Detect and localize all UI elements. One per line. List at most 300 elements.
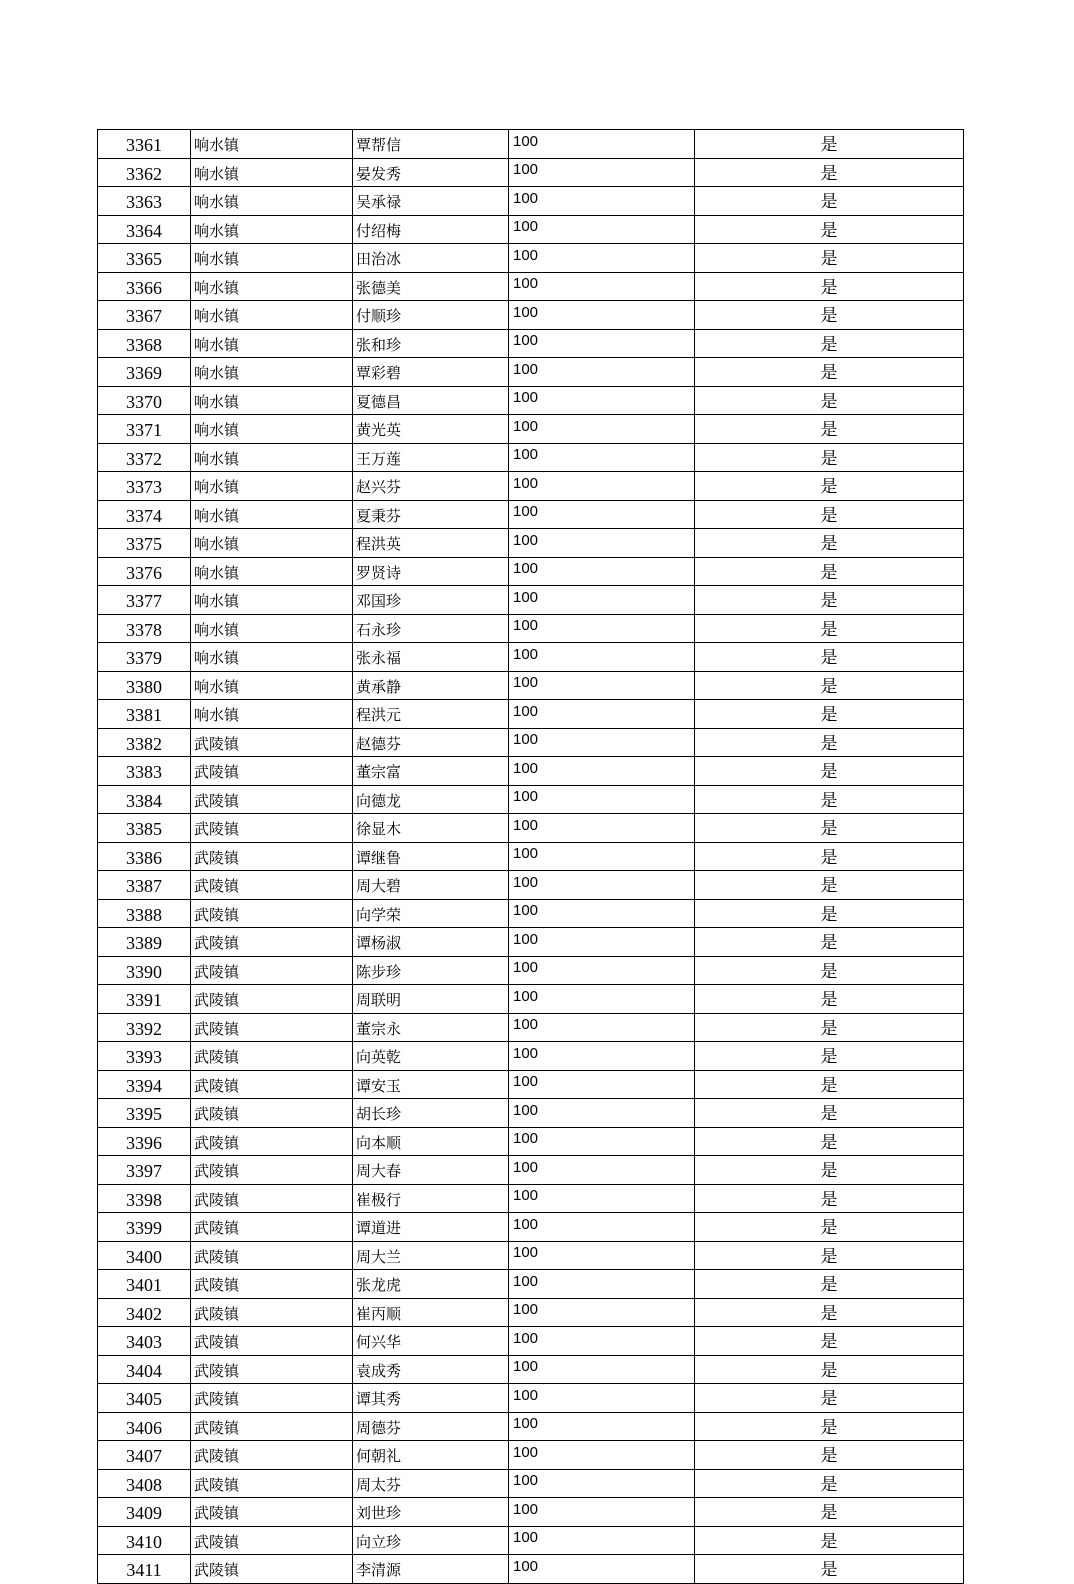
serial-number-cell: 3395 bbox=[98, 1099, 191, 1128]
town-cell: 武陵镇 bbox=[191, 1555, 353, 1584]
eligible-cell: 是 bbox=[695, 842, 964, 871]
eligible-cell: 是 bbox=[695, 956, 964, 985]
serial-number-cell: 3410 bbox=[98, 1526, 191, 1555]
amount-cell: 100 bbox=[509, 814, 695, 843]
amount-cell: 100 bbox=[509, 871, 695, 900]
amount-cell: 100 bbox=[509, 643, 695, 672]
town-cell: 武陵镇 bbox=[191, 1441, 353, 1470]
amount-cell: 100 bbox=[509, 472, 695, 501]
table-row bbox=[98, 358, 964, 387]
table-row bbox=[98, 1213, 964, 1242]
serial-number-cell: 3407 bbox=[98, 1441, 191, 1470]
table-row bbox=[98, 757, 964, 786]
amount-cell: 100 bbox=[509, 386, 695, 415]
serial-number-cell: 3400 bbox=[98, 1241, 191, 1270]
amount-cell: 100 bbox=[509, 1355, 695, 1384]
serial-number-cell: 3369 bbox=[98, 358, 191, 387]
table-row bbox=[98, 415, 964, 444]
serial-number-cell: 3381 bbox=[98, 700, 191, 729]
eligible-cell: 是 bbox=[695, 928, 964, 957]
town-cell: 响水镇 bbox=[191, 215, 353, 244]
amount-cell: 100 bbox=[509, 1156, 695, 1185]
eligible-cell: 是 bbox=[695, 614, 964, 643]
table-row bbox=[98, 443, 964, 472]
town-cell: 武陵镇 bbox=[191, 1469, 353, 1498]
town-cell: 武陵镇 bbox=[191, 899, 353, 928]
eligible-cell: 是 bbox=[695, 529, 964, 558]
name-cell: 张德美 bbox=[353, 272, 509, 301]
serial-number-cell: 3388 bbox=[98, 899, 191, 928]
town-cell: 武陵镇 bbox=[191, 814, 353, 843]
town-cell: 响水镇 bbox=[191, 244, 353, 273]
serial-number-cell: 3370 bbox=[98, 386, 191, 415]
serial-number-cell: 3404 bbox=[98, 1355, 191, 1384]
name-cell: 田治冰 bbox=[353, 244, 509, 273]
name-cell: 向英乾 bbox=[353, 1042, 509, 1071]
serial-number-cell: 3396 bbox=[98, 1127, 191, 1156]
table-row bbox=[98, 1555, 964, 1584]
eligible-cell: 是 bbox=[695, 1042, 964, 1071]
name-cell: 谭继鲁 bbox=[353, 842, 509, 871]
serial-number-cell: 3365 bbox=[98, 244, 191, 273]
eligible-cell: 是 bbox=[695, 500, 964, 529]
town-cell: 武陵镇 bbox=[191, 1526, 353, 1555]
eligible-cell: 是 bbox=[695, 1355, 964, 1384]
serial-number-cell: 3373 bbox=[98, 472, 191, 501]
amount-cell: 100 bbox=[509, 1270, 695, 1299]
table-row bbox=[98, 586, 964, 615]
name-cell: 王万莲 bbox=[353, 443, 509, 472]
town-cell: 响水镇 bbox=[191, 443, 353, 472]
amount-cell: 100 bbox=[509, 1127, 695, 1156]
name-cell: 石永珍 bbox=[353, 614, 509, 643]
town-cell: 响水镇 bbox=[191, 671, 353, 700]
name-cell: 罗贤诗 bbox=[353, 557, 509, 586]
town-cell: 武陵镇 bbox=[191, 1213, 353, 1242]
table-row bbox=[98, 1498, 964, 1527]
serial-number-cell: 3380 bbox=[98, 671, 191, 700]
name-cell: 张永福 bbox=[353, 643, 509, 672]
name-cell: 夏秉芬 bbox=[353, 500, 509, 529]
town-cell: 响水镇 bbox=[191, 557, 353, 586]
eligible-cell: 是 bbox=[695, 1298, 964, 1327]
eligible-cell: 是 bbox=[695, 358, 964, 387]
amount-cell: 100 bbox=[509, 700, 695, 729]
name-cell: 崔极行 bbox=[353, 1184, 509, 1213]
name-cell: 覃帮信 bbox=[353, 130, 509, 159]
eligible-cell: 是 bbox=[695, 1555, 964, 1584]
amount-cell: 100 bbox=[509, 1184, 695, 1213]
name-cell: 付绍梅 bbox=[353, 215, 509, 244]
town-cell: 武陵镇 bbox=[191, 1156, 353, 1185]
town-cell: 响水镇 bbox=[191, 301, 353, 330]
serial-number-cell: 3411 bbox=[98, 1555, 191, 1584]
table-row bbox=[98, 1184, 964, 1213]
table-row bbox=[98, 187, 964, 216]
eligible-cell: 是 bbox=[695, 899, 964, 928]
name-cell: 董宗富 bbox=[353, 757, 509, 786]
eligible-cell: 是 bbox=[695, 244, 964, 273]
amount-cell: 100 bbox=[509, 1241, 695, 1270]
town-cell: 响水镇 bbox=[191, 386, 353, 415]
table-row bbox=[98, 814, 964, 843]
town-cell: 武陵镇 bbox=[191, 985, 353, 1014]
serial-number-cell: 3391 bbox=[98, 985, 191, 1014]
name-cell: 陈步珍 bbox=[353, 956, 509, 985]
eligible-cell: 是 bbox=[695, 1526, 964, 1555]
amount-cell: 100 bbox=[509, 1412, 695, 1441]
eligible-cell: 是 bbox=[695, 1099, 964, 1128]
amount-cell: 100 bbox=[509, 899, 695, 928]
serial-number-cell: 3372 bbox=[98, 443, 191, 472]
eligible-cell: 是 bbox=[695, 386, 964, 415]
eligible-cell: 是 bbox=[695, 215, 964, 244]
amount-cell: 100 bbox=[509, 1298, 695, 1327]
eligible-cell: 是 bbox=[695, 1270, 964, 1299]
eligible-cell: 是 bbox=[695, 158, 964, 187]
table-row bbox=[98, 1412, 964, 1441]
name-cell: 徐显木 bbox=[353, 814, 509, 843]
town-cell: 武陵镇 bbox=[191, 1013, 353, 1042]
serial-number-cell: 3379 bbox=[98, 643, 191, 672]
serial-number-cell: 3362 bbox=[98, 158, 191, 187]
name-cell: 周德芬 bbox=[353, 1412, 509, 1441]
name-cell: 谭杨淑 bbox=[353, 928, 509, 957]
subsidy-table bbox=[97, 129, 964, 1584]
eligible-cell: 是 bbox=[695, 586, 964, 615]
name-cell: 向本顺 bbox=[353, 1127, 509, 1156]
table-row bbox=[98, 529, 964, 558]
serial-number-cell: 3402 bbox=[98, 1298, 191, 1327]
town-cell: 武陵镇 bbox=[191, 1070, 353, 1099]
name-cell: 周联明 bbox=[353, 985, 509, 1014]
serial-number-cell: 3403 bbox=[98, 1327, 191, 1356]
town-cell: 武陵镇 bbox=[191, 757, 353, 786]
town-cell: 响水镇 bbox=[191, 358, 353, 387]
name-cell: 张龙虎 bbox=[353, 1270, 509, 1299]
town-cell: 响水镇 bbox=[191, 500, 353, 529]
amount-cell: 100 bbox=[509, 728, 695, 757]
town-cell: 武陵镇 bbox=[191, 1042, 353, 1071]
eligible-cell: 是 bbox=[695, 301, 964, 330]
name-cell: 周大碧 bbox=[353, 871, 509, 900]
town-cell: 响水镇 bbox=[191, 415, 353, 444]
table-row bbox=[98, 329, 964, 358]
name-cell: 谭道进 bbox=[353, 1213, 509, 1242]
town-cell: 武陵镇 bbox=[191, 728, 353, 757]
serial-number-cell: 3376 bbox=[98, 557, 191, 586]
table-row bbox=[98, 244, 964, 273]
eligible-cell: 是 bbox=[695, 1156, 964, 1185]
serial-number-cell: 3368 bbox=[98, 329, 191, 358]
eligible-cell: 是 bbox=[695, 329, 964, 358]
table-row bbox=[98, 386, 964, 415]
table-row bbox=[98, 956, 964, 985]
table-row bbox=[98, 1042, 964, 1071]
name-cell: 赵德芬 bbox=[353, 728, 509, 757]
town-cell: 响水镇 bbox=[191, 329, 353, 358]
eligible-cell: 是 bbox=[695, 1384, 964, 1413]
eligible-cell: 是 bbox=[695, 557, 964, 586]
table-row bbox=[98, 1156, 964, 1185]
table-row bbox=[98, 472, 964, 501]
eligible-cell: 是 bbox=[695, 1127, 964, 1156]
town-cell: 响水镇 bbox=[191, 272, 353, 301]
eligible-cell: 是 bbox=[695, 1441, 964, 1470]
serial-number-cell: 3405 bbox=[98, 1384, 191, 1413]
town-cell: 武陵镇 bbox=[191, 1184, 353, 1213]
town-cell: 武陵镇 bbox=[191, 842, 353, 871]
amount-cell: 100 bbox=[509, 215, 695, 244]
town-cell: 武陵镇 bbox=[191, 956, 353, 985]
table-row bbox=[98, 500, 964, 529]
table-row bbox=[98, 614, 964, 643]
town-cell: 武陵镇 bbox=[191, 1384, 353, 1413]
table-row bbox=[98, 1127, 964, 1156]
amount-cell: 100 bbox=[509, 158, 695, 187]
amount-cell: 100 bbox=[509, 500, 695, 529]
name-cell: 赵兴芬 bbox=[353, 472, 509, 501]
serial-number-cell: 3397 bbox=[98, 1156, 191, 1185]
town-cell: 响水镇 bbox=[191, 529, 353, 558]
eligible-cell: 是 bbox=[695, 1469, 964, 1498]
serial-number-cell: 3406 bbox=[98, 1412, 191, 1441]
amount-cell: 100 bbox=[509, 415, 695, 444]
serial-number-cell: 3398 bbox=[98, 1184, 191, 1213]
serial-number-cell: 3399 bbox=[98, 1213, 191, 1242]
table-row bbox=[98, 1441, 964, 1470]
eligible-cell: 是 bbox=[695, 1070, 964, 1099]
eligible-cell: 是 bbox=[695, 1498, 964, 1527]
town-cell: 武陵镇 bbox=[191, 1127, 353, 1156]
serial-number-cell: 3387 bbox=[98, 871, 191, 900]
table-row bbox=[98, 1241, 964, 1270]
town-cell: 响水镇 bbox=[191, 472, 353, 501]
name-cell: 向学荣 bbox=[353, 899, 509, 928]
name-cell: 程洪英 bbox=[353, 529, 509, 558]
eligible-cell: 是 bbox=[695, 1327, 964, 1356]
amount-cell: 100 bbox=[509, 1099, 695, 1128]
table-row bbox=[98, 130, 964, 159]
table-row bbox=[98, 785, 964, 814]
serial-number-cell: 3393 bbox=[98, 1042, 191, 1071]
serial-number-cell: 3389 bbox=[98, 928, 191, 957]
table-row bbox=[98, 871, 964, 900]
name-cell: 程洪元 bbox=[353, 700, 509, 729]
amount-cell: 100 bbox=[509, 358, 695, 387]
name-cell: 胡长珍 bbox=[353, 1099, 509, 1128]
table-row bbox=[98, 557, 964, 586]
name-cell: 黄承静 bbox=[353, 671, 509, 700]
town-cell: 响水镇 bbox=[191, 643, 353, 672]
table-row bbox=[98, 899, 964, 928]
name-cell: 向德龙 bbox=[353, 785, 509, 814]
table-row bbox=[98, 1099, 964, 1128]
table-row bbox=[98, 1384, 964, 1413]
amount-cell: 100 bbox=[509, 671, 695, 700]
serial-number-cell: 3390 bbox=[98, 956, 191, 985]
town-cell: 响水镇 bbox=[191, 700, 353, 729]
amount-cell: 100 bbox=[509, 244, 695, 273]
amount-cell: 100 bbox=[509, 529, 695, 558]
eligible-cell: 是 bbox=[695, 187, 964, 216]
amount-cell: 100 bbox=[509, 1526, 695, 1555]
table-row bbox=[98, 272, 964, 301]
amount-cell: 100 bbox=[509, 557, 695, 586]
name-cell: 袁成秀 bbox=[353, 1355, 509, 1384]
serial-number-cell: 3364 bbox=[98, 215, 191, 244]
amount-cell: 100 bbox=[509, 586, 695, 615]
name-cell: 何朝礼 bbox=[353, 1441, 509, 1470]
town-cell: 武陵镇 bbox=[191, 1241, 353, 1270]
town-cell: 响水镇 bbox=[191, 130, 353, 159]
amount-cell: 100 bbox=[509, 301, 695, 330]
amount-cell: 100 bbox=[509, 614, 695, 643]
eligible-cell: 是 bbox=[695, 643, 964, 672]
town-cell: 响水镇 bbox=[191, 586, 353, 615]
name-cell: 崔丙顺 bbox=[353, 1298, 509, 1327]
eligible-cell: 是 bbox=[695, 671, 964, 700]
eligible-cell: 是 bbox=[695, 1213, 964, 1242]
eligible-cell: 是 bbox=[695, 757, 964, 786]
name-cell: 向立珍 bbox=[353, 1526, 509, 1555]
amount-cell: 100 bbox=[509, 1441, 695, 1470]
amount-cell: 100 bbox=[509, 1469, 695, 1498]
serial-number-cell: 3367 bbox=[98, 301, 191, 330]
amount-cell: 100 bbox=[509, 757, 695, 786]
eligible-cell: 是 bbox=[695, 1013, 964, 1042]
amount-cell: 100 bbox=[509, 130, 695, 159]
town-cell: 武陵镇 bbox=[191, 871, 353, 900]
name-cell: 邓国珍 bbox=[353, 586, 509, 615]
serial-number-cell: 3392 bbox=[98, 1013, 191, 1042]
serial-number-cell: 3361 bbox=[98, 130, 191, 159]
town-cell: 武陵镇 bbox=[191, 1355, 353, 1384]
town-cell: 武陵镇 bbox=[191, 1270, 353, 1299]
amount-cell: 100 bbox=[509, 785, 695, 814]
name-cell: 周大兰 bbox=[353, 1241, 509, 1270]
serial-number-cell: 3382 bbox=[98, 728, 191, 757]
amount-cell: 100 bbox=[509, 272, 695, 301]
amount-cell: 100 bbox=[509, 1042, 695, 1071]
amount-cell: 100 bbox=[509, 329, 695, 358]
table-row bbox=[98, 928, 964, 957]
eligible-cell: 是 bbox=[695, 985, 964, 1014]
serial-number-cell: 3409 bbox=[98, 1498, 191, 1527]
eligible-cell: 是 bbox=[695, 130, 964, 159]
eligible-cell: 是 bbox=[695, 785, 964, 814]
eligible-cell: 是 bbox=[695, 415, 964, 444]
amount-cell: 100 bbox=[509, 187, 695, 216]
table-row bbox=[98, 1327, 964, 1356]
serial-number-cell: 3363 bbox=[98, 187, 191, 216]
name-cell: 黄光英 bbox=[353, 415, 509, 444]
eligible-cell: 是 bbox=[695, 700, 964, 729]
table-row bbox=[98, 842, 964, 871]
eligible-cell: 是 bbox=[695, 728, 964, 757]
town-cell: 武陵镇 bbox=[191, 1298, 353, 1327]
table-row bbox=[98, 158, 964, 187]
table-row bbox=[98, 1298, 964, 1327]
amount-cell: 100 bbox=[509, 443, 695, 472]
name-cell: 夏德昌 bbox=[353, 386, 509, 415]
name-cell: 谭安玉 bbox=[353, 1070, 509, 1099]
table-row bbox=[98, 301, 964, 330]
name-cell: 张和珍 bbox=[353, 329, 509, 358]
serial-number-cell: 3408 bbox=[98, 1469, 191, 1498]
name-cell: 周太芬 bbox=[353, 1469, 509, 1498]
name-cell: 何兴华 bbox=[353, 1327, 509, 1356]
serial-number-cell: 3374 bbox=[98, 500, 191, 529]
town-cell: 武陵镇 bbox=[191, 1099, 353, 1128]
town-cell: 响水镇 bbox=[191, 158, 353, 187]
serial-number-cell: 3385 bbox=[98, 814, 191, 843]
amount-cell: 100 bbox=[509, 842, 695, 871]
table-row bbox=[98, 985, 964, 1014]
eligible-cell: 是 bbox=[695, 1184, 964, 1213]
amount-cell: 100 bbox=[509, 928, 695, 957]
eligible-cell: 是 bbox=[695, 472, 964, 501]
amount-cell: 100 bbox=[509, 1070, 695, 1099]
name-cell: 刘世珍 bbox=[353, 1498, 509, 1527]
table-row bbox=[98, 728, 964, 757]
serial-number-cell: 3401 bbox=[98, 1270, 191, 1299]
town-cell: 武陵镇 bbox=[191, 1498, 353, 1527]
name-cell: 晏发秀 bbox=[353, 158, 509, 187]
eligible-cell: 是 bbox=[695, 443, 964, 472]
serial-number-cell: 3375 bbox=[98, 529, 191, 558]
table-body bbox=[98, 130, 964, 1584]
eligible-cell: 是 bbox=[695, 1412, 964, 1441]
name-cell: 谭其秀 bbox=[353, 1384, 509, 1413]
amount-cell: 100 bbox=[509, 1555, 695, 1584]
town-cell: 武陵镇 bbox=[191, 928, 353, 957]
name-cell: 覃彩碧 bbox=[353, 358, 509, 387]
serial-number-cell: 3384 bbox=[98, 785, 191, 814]
table-row bbox=[98, 215, 964, 244]
table-row bbox=[98, 1070, 964, 1099]
table-row bbox=[98, 700, 964, 729]
eligible-cell: 是 bbox=[695, 1241, 964, 1270]
amount-cell: 100 bbox=[509, 956, 695, 985]
serial-number-cell: 3371 bbox=[98, 415, 191, 444]
table-row bbox=[98, 1270, 964, 1299]
amount-cell: 100 bbox=[509, 1498, 695, 1527]
serial-number-cell: 3383 bbox=[98, 757, 191, 786]
table-row bbox=[98, 1355, 964, 1384]
serial-number-cell: 3394 bbox=[98, 1070, 191, 1099]
table-row bbox=[98, 1526, 964, 1555]
name-cell: 周大春 bbox=[353, 1156, 509, 1185]
town-cell: 武陵镇 bbox=[191, 785, 353, 814]
eligible-cell: 是 bbox=[695, 272, 964, 301]
table-row bbox=[98, 643, 964, 672]
amount-cell: 100 bbox=[509, 1384, 695, 1413]
town-cell: 武陵镇 bbox=[191, 1412, 353, 1441]
name-cell: 董宗永 bbox=[353, 1013, 509, 1042]
table-row bbox=[98, 671, 964, 700]
eligible-cell: 是 bbox=[695, 814, 964, 843]
serial-number-cell: 3366 bbox=[98, 272, 191, 301]
town-cell: 响水镇 bbox=[191, 614, 353, 643]
town-cell: 响水镇 bbox=[191, 187, 353, 216]
town-cell: 武陵镇 bbox=[191, 1327, 353, 1356]
serial-number-cell: 3386 bbox=[98, 842, 191, 871]
amount-cell: 100 bbox=[509, 1327, 695, 1356]
name-cell: 李清源 bbox=[353, 1555, 509, 1584]
amount-cell: 100 bbox=[509, 985, 695, 1014]
table-row bbox=[98, 1013, 964, 1042]
